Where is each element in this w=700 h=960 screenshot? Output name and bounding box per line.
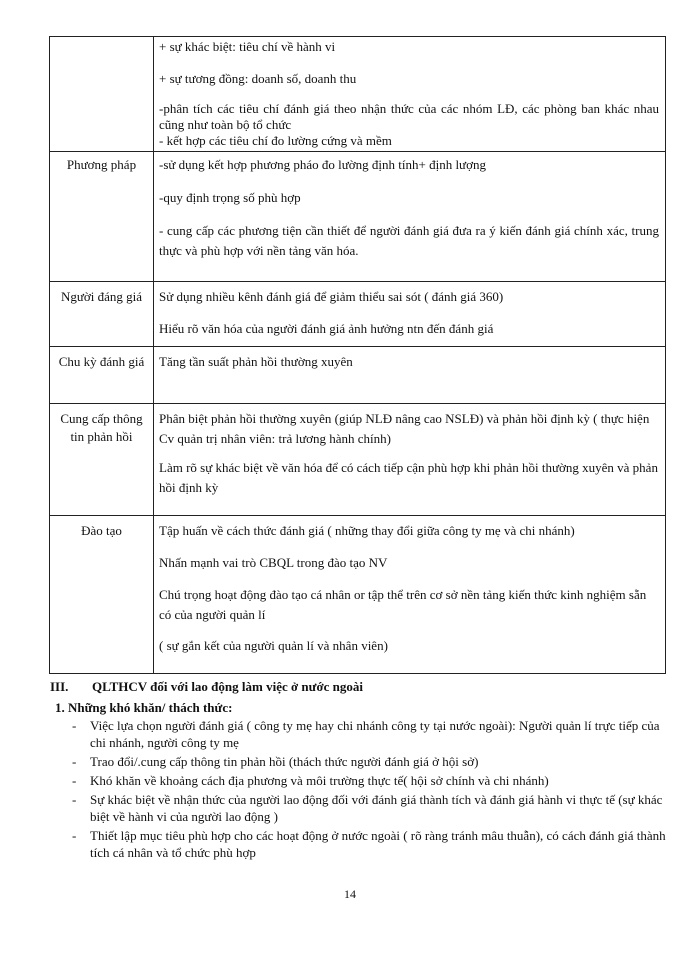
- list-item-text: Thiết lập mục tiêu phù hợp cho các hoạt động ở nước ngoài ( rõ ràng tránh mâu thuẫn), có cách đánh giá thành tích cá nhân và tổ chức phù hợp: [90, 828, 666, 860]
- paragraph: + sự khác biệt: tiêu chí về hành vi: [159, 39, 336, 54]
- row-content-cell: [154, 347, 666, 404]
- table-row: [50, 152, 666, 282]
- paragraph: Làm rõ sự khác biệt về văn hóa để có cách tiếp cận phù hợp khi phản hồi thường xuyên và phản hồi định kỳ: [159, 460, 658, 495]
- list-item-text: Khó khăn về khoảng cách địa phương và môi trường thực tế( hội sở chính và chi nhánh): [90, 773, 549, 788]
- paragraph: + sự tương đồng: doanh số, doanh thu: [159, 71, 357, 86]
- list-item-text: Việc lựa chọn người đánh giá ( công ty mẹ hay chi nhánh công ty tại nước ngoài): Người quản lí trực tiếp của chi nhánh, người công ty mẹ: [90, 718, 660, 750]
- list-item: [72, 827, 668, 861]
- row-label: Chu kỳ đánh giá: [58, 354, 145, 369]
- row-content-cell: [154, 282, 666, 347]
- page-number: 14: [344, 887, 356, 901]
- paragraph: Tập huấn về cách thức đánh giá ( những thay đổi giữa công ty mẹ và chi nhánh): [159, 523, 575, 538]
- paragraph: Tăng tần suất phản hồi thường xuyên: [159, 354, 353, 369]
- row-label-cell: [50, 152, 154, 282]
- row-content-cell: [154, 37, 666, 152]
- paragraph: -quy định trọng số phù hợp: [159, 190, 301, 205]
- list-item: [72, 772, 668, 789]
- list-item: [72, 791, 668, 825]
- paragraph: -sử dụng kết hợp phương pháo đo lường định tính+ định lượng: [159, 157, 486, 172]
- row-label-cell: [50, 347, 154, 404]
- paragraph: Chú trọng hoạt động đào tạo cá nhân or tập thể trên cơ sở nền tảng kiến thức kinh nghiệm sẵn có của người quản lí: [159, 587, 647, 622]
- table-row: [50, 404, 666, 516]
- bullet-dash: -: [72, 828, 77, 843]
- list-item: [72, 717, 668, 751]
- table-row: [50, 37, 666, 152]
- row-label: Phương pháp: [66, 157, 137, 172]
- row-label-cell: [50, 37, 154, 152]
- list-item-text: Sự khác biệt về nhận thức của người lao động đối với đánh giá thành tích và đánh giá hành vi thực tế (sự khác biệt về hành vi của người lao động ): [90, 792, 663, 824]
- subsection-heading: 1. Những khó khăn/ thách thức:: [55, 700, 233, 715]
- row-content-cell: [154, 152, 666, 282]
- row-label-cell: [50, 516, 154, 674]
- section-title: QLTHCV đối với lao động làm việc ở nước ngoài: [92, 679, 364, 694]
- bullet-dash: -: [72, 792, 77, 807]
- table-row: [50, 516, 666, 674]
- bullet-dash: -: [72, 754, 77, 769]
- row-label: Đào tạo: [81, 523, 122, 538]
- row-label: Người đáng giá: [60, 289, 143, 304]
- paragraph: Hiểu rõ văn hóa của người đánh giá ảnh hưởng ntn đến đánh giá: [159, 321, 494, 336]
- paragraph: Phân biệt phản hồi thường xuyên (giúp NLĐ nâng cao NSLĐ) và phản hồi định kỳ ( thực hiện Cv quản trị nhân viên: trả lương hành chính): [159, 411, 650, 446]
- row-content-cell: [154, 404, 666, 516]
- row-label: [50, 37, 153, 45]
- paragraph: Nhấn mạnh vai trò CBQL trong đào tạo NV: [159, 555, 388, 570]
- row-label-cell: [50, 404, 154, 516]
- bullet-dash: -: [72, 773, 77, 788]
- list-item: [72, 753, 668, 770]
- section-heading: [50, 679, 363, 695]
- row-label: Cung cấp thông tin phản hồi: [60, 411, 143, 444]
- row-label-cell: [50, 282, 154, 347]
- table-row: [50, 282, 666, 347]
- paragraph: ( sự gắn kết của người quản lí và nhân viên): [159, 638, 388, 653]
- table-row: [50, 347, 666, 404]
- criteria-table: [49, 36, 666, 674]
- paragraph: - cung cấp các phương tiện cần thiết để người đánh giá đưa ra ý kiến đánh giá chính xác, trung thực và phù hợp với nền tảng văn hóa.: [159, 223, 659, 258]
- paragraph: -phân tích các tiêu chí đánh giá theo nhận thức của các nhóm LĐ, các phòng ban khác nhau cũng như toàn bộ tổ chức - kết hợp các tiêu chí đo lường cứng và mềm: [159, 101, 659, 148]
- row-content-cell: [154, 516, 666, 674]
- bullet-dash: -: [72, 718, 77, 733]
- challenge-list: [72, 717, 668, 863]
- paragraph: Sử dụng nhiều kênh đánh giá để giảm thiểu sai sót ( đánh giá 360): [159, 289, 504, 304]
- list-item-text: Trao đổi/.cung cấp thông tin phản hồi (thách thức người đánh giá ở hội sở): [90, 754, 479, 769]
- section-number: III.: [50, 679, 69, 694]
